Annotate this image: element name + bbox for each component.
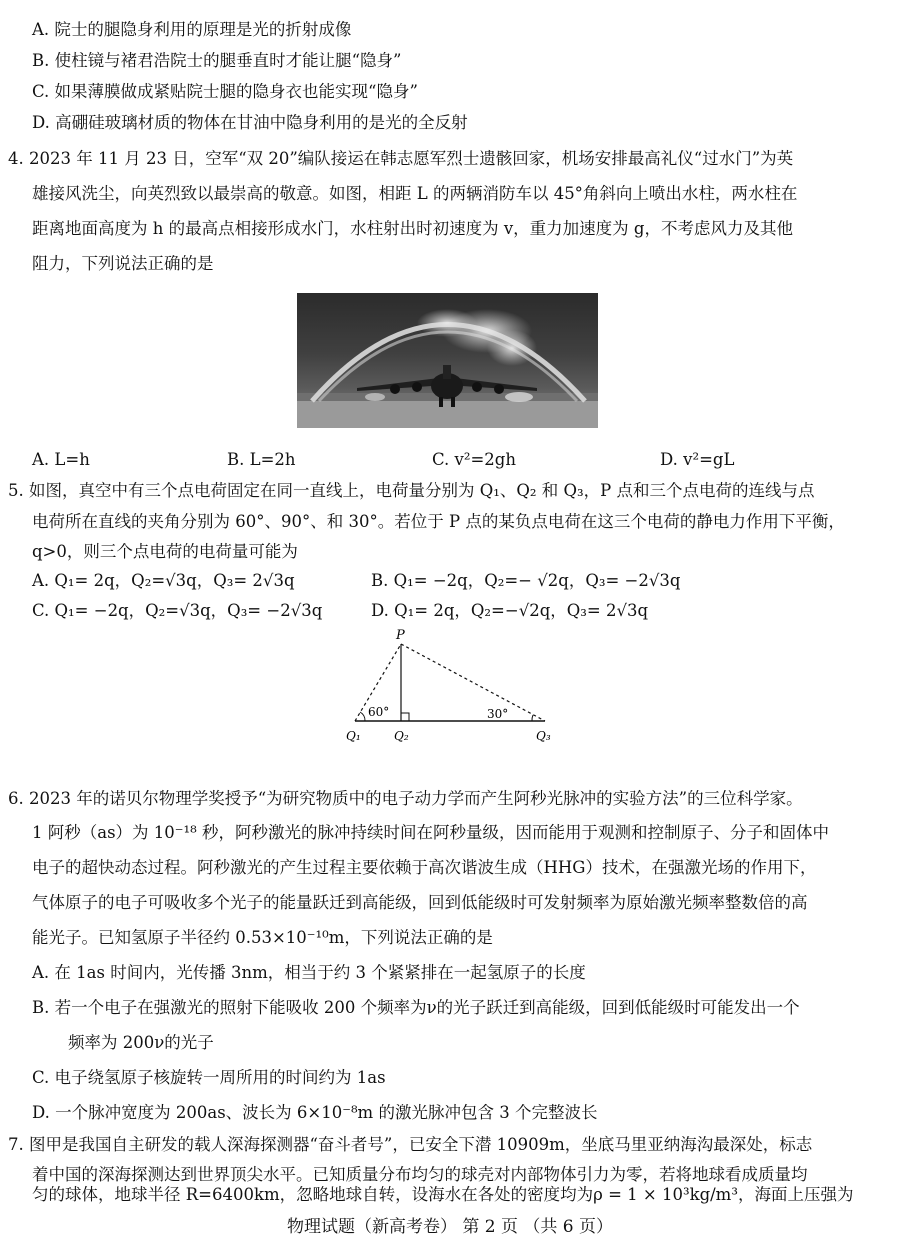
q6-option-b: B. 若一个电子在强激光的照射下能吸收 200 个频率为ν的光子跃迁到高能级，回到低能级时可能发出一个 — [32, 998, 800, 1017]
q6-stem-line-5: 能光子。已知氢原子半径约 0.53×10⁻¹⁰m，下列说法正确的是 — [32, 928, 493, 947]
q5-option-a: A. Q₁= 2q，Q₂=√3q，Q₃= 2√3q — [32, 571, 295, 590]
angle-arc-30 — [532, 715, 533, 721]
q3-option-b: B. 使柱镜与褚君浩院士的腿垂直时才能让腿“隐身” — [32, 51, 402, 70]
q6-stem-line-1: 6. 2023 年的诺贝尔物理学奖授予“为研究物质中的电子动力学而产生阿秒光脉冲的实验方法”的三位科学家。 — [8, 789, 803, 808]
label-p: P — [396, 628, 405, 643]
q6-option-b-cont: 频率为 200ν的光子 — [68, 1033, 214, 1052]
label-q3: Q₃ — [536, 729, 551, 743]
q5-stem-line-3: q>0，则三个点电荷的电荷量可能为 — [32, 542, 298, 561]
angle-arc-60 — [360, 712, 365, 721]
q4-stem-line-1: 4. 2023 年 11 月 23 日，空军“双 20”编队接运在韩志愿军烈士遗骸回家，机场安排最高礼仪“过水门”为英 — [8, 149, 794, 168]
q4-option-d: D. v²=gL — [660, 450, 735, 469]
label-q1: Q₁ — [346, 729, 361, 743]
label-q2: Q₂ — [394, 729, 409, 743]
water-arch-photo — [297, 293, 598, 428]
q6-stem-line-4: 气体原子的电子可吸收多个光子的能量跃迁到高能级，回到低能级时可发射频率为原始激光频率整数倍的高 — [32, 893, 808, 912]
q4-option-b: B. L=2h — [227, 450, 296, 469]
dashed-line-p-q3 — [401, 644, 545, 721]
q5-option-c: C. Q₁= −2q，Q₂=√3q，Q₃= −2√3q — [32, 601, 323, 620]
q6-stem-line-2: 1 阿秒（as）为 10⁻¹⁸ 秒，阿秒激光的脉冲持续时间在阿秒量级，因而能用于观测和控制原子、分子和固体中 — [32, 823, 829, 842]
q3-option-a: A. 院士的腿隐身利用的原理是光的折射成像 — [32, 20, 352, 39]
q4-stem-line-3: 距离地面高度为 h 的最高点相接形成水门，水柱射出时初速度为 v，重力加速度为 g，不考虑风力及其他 — [32, 219, 793, 238]
q3-option-d: D. 高硼硅玻璃材质的物体在甘油中隐身利用的是光的全反射 — [32, 113, 468, 132]
charges-diagram — [340, 624, 560, 748]
label-angle-30: 30° — [487, 707, 509, 721]
q5-stem-line-1: 5. 如图，真空中有三个点电荷固定在同一直线上，电荷量分别为 Q₁、Q₂ 和 Q₃，P 点和三个点电荷的连线与点 — [8, 481, 815, 500]
q7-stem-line-1: 7. 图甲是我国自主研发的载人深海探测器“奋斗者号”，已安全下潜 10909m，坐底马里亚纳海沟最深处，标志 — [8, 1135, 813, 1154]
right-angle-mark — [401, 713, 409, 721]
q6-option-c: C. 电子绕氢原子核旋转一周所用的时间约为 1as — [32, 1068, 386, 1087]
q5-stem-line-2: 电荷所在直线的夹角分别为 60°、90°、和 30°。若位于 P 点的某负点电荷在这三个电荷的静电力作用下平衡， — [32, 512, 845, 531]
q4-stem-line-2: 雄接风洗尘，向英烈致以最崇高的敬意。如图，相距 L 的两辆消防车以 45°角斜向上喷出水柱，两水柱在 — [32, 184, 798, 203]
q5-option-b: B. Q₁= −2q，Q₂=− √2q，Q₃= −2√3q — [371, 571, 681, 590]
q4-option-c: C. v²=2gh — [432, 450, 516, 469]
q6-option-a: A. 在 1as 时间内，光传播 3nm，相当于约 3 个紧紧排在一起氢原子的长度 — [32, 963, 586, 982]
q7-stem-line-3: 匀的球体，地球半径 R=6400km，忽略地球自转，设海水在各处的密度均为ρ = 1 × 10³kg/m³，海面上压强为 — [32, 1185, 854, 1204]
q4-option-a: A. L=h — [32, 450, 90, 469]
q3-option-c: C. 如果薄膜做成紧贴院士腿的隐身衣也能实现“隐身” — [32, 82, 418, 101]
page-footer: 物理试题（新高考卷） 第 2 页 （共 6 页） — [286, 1217, 614, 1237]
label-angle-60: 60° — [368, 705, 390, 719]
q6-stem-line-3: 电子的超快动态过程。阿秒激光的产生过程主要依赖于高次谐波生成（HHG）技术，在强激光场的作用下， — [32, 858, 817, 877]
q7-stem-line-2: 着中国的深海探测达到世界顶尖水平。已知质量分布均匀的球壳对内部物体引力为零，若将地球看成质量均 — [32, 1165, 808, 1184]
q6-option-d: D. 一个脉冲宽度为 200as、波长为 6×10⁻⁸m 的激光脉冲包含 3 个完整波长 — [32, 1103, 598, 1122]
q5-option-d: D. Q₁= 2q，Q₂=−√2q，Q₃= 2√3q — [371, 601, 649, 620]
q4-stem-line-4: 阻力，下列说法正确的是 — [32, 254, 214, 273]
